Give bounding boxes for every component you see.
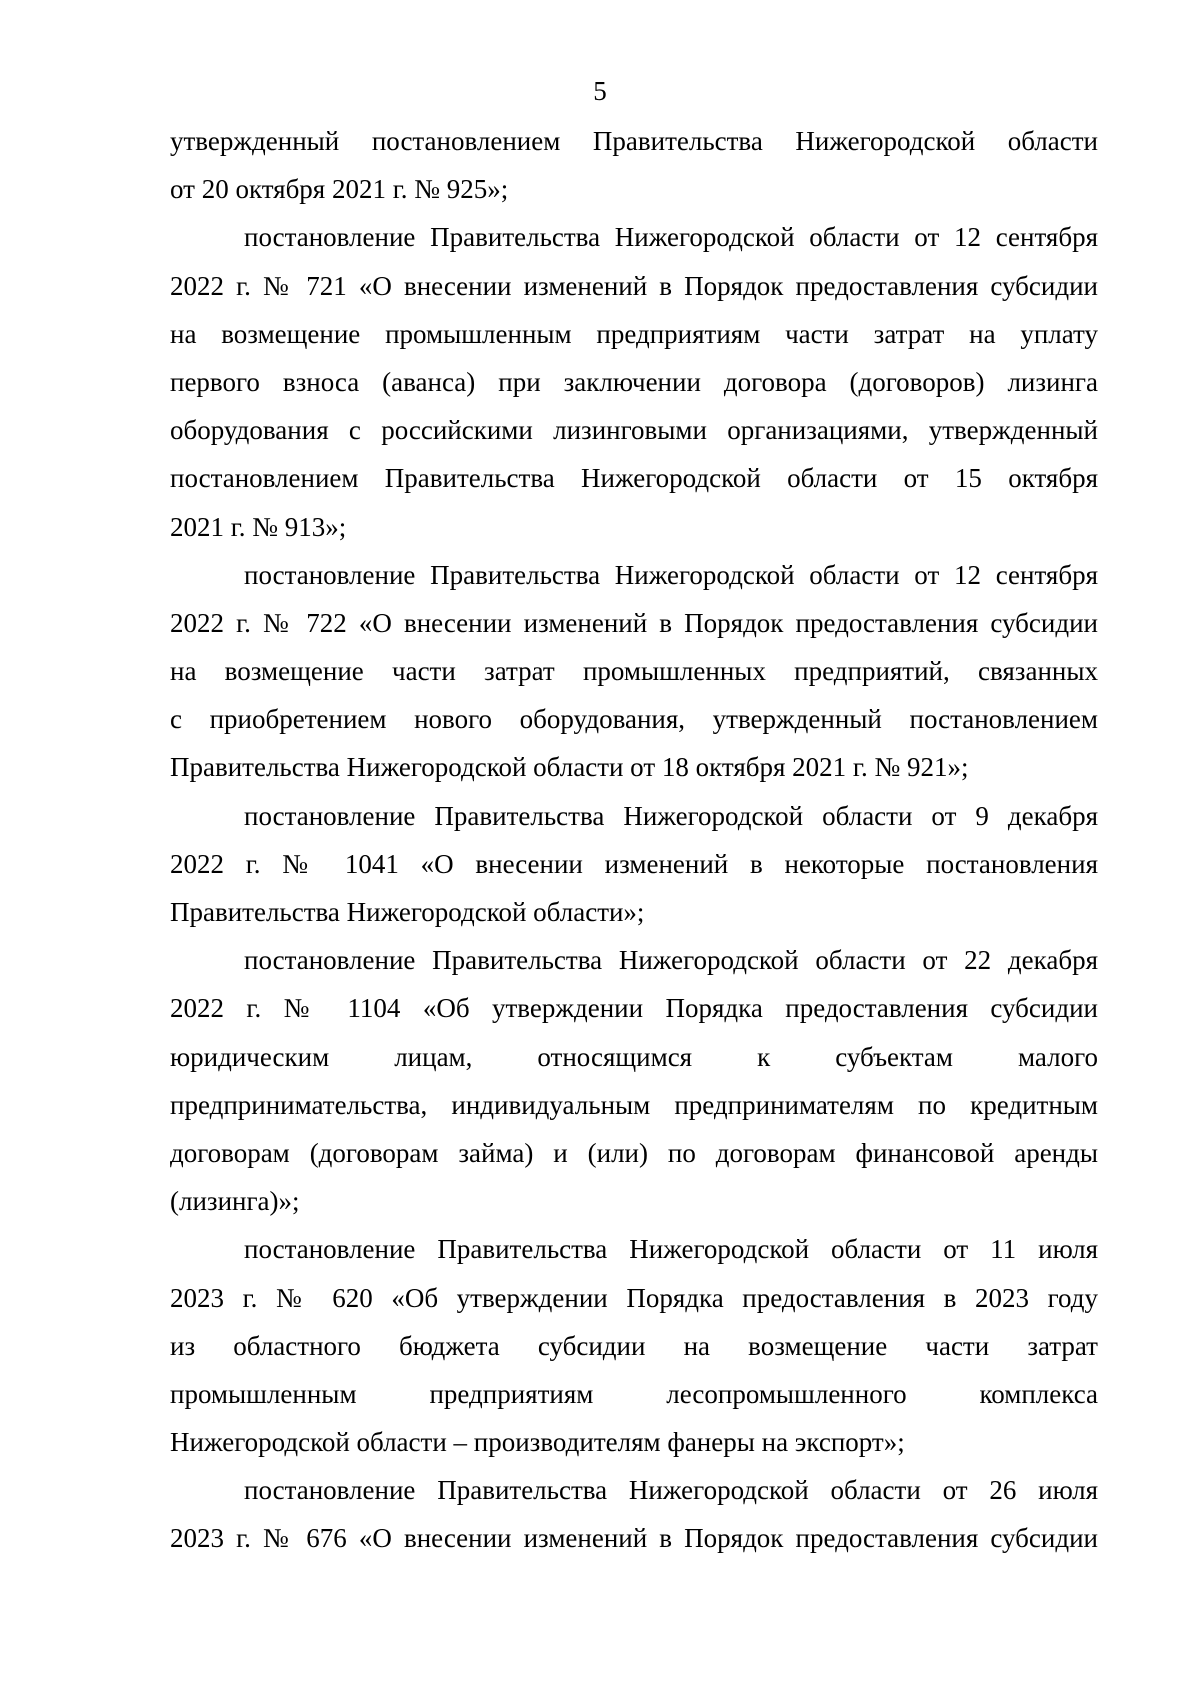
text-line: с приобретением нового оборудования, утвержденный постановлением — [170, 704, 1098, 735]
text-line: юридическим лицам, относящимся к субъектам малого — [170, 1041, 1098, 1072]
text-line: 2022 г. № 721 «О внесении изменений в Порядок предоставления субсидии — [170, 270, 1098, 301]
text-line: утвержденный постановлением Правительства Нижегородской области — [170, 126, 1098, 156]
text-line: постановление Правительства Нижегородской области от 26 июля — [244, 1475, 1098, 1506]
text-line: первого взноса (аванса) при заключении договора (договоров) лизинга — [170, 366, 1098, 397]
text-line: на возмещение промышленным предприятиям части затрат на уплату — [170, 318, 1098, 349]
text-line: 2022 г. № 1104 «Об утверждении Порядка предоставления субсидии — [170, 993, 1098, 1024]
text-line: от 20 октября 2021 г. № 925»; — [170, 174, 509, 205]
text-line: Правительства Нижегородской области от 18 октября 2021 г. № 921»; — [170, 752, 969, 783]
page-number: 5 — [593, 76, 607, 106]
text-line: на возмещение части затрат промышленных предприятий, связанных — [170, 656, 1098, 687]
text-line: 2023 г. № 676 «О внесении изменений в Порядок предоставления субсидии — [170, 1523, 1098, 1554]
text-line: из областного бюджета субсидии на возмещение части затрат — [170, 1330, 1098, 1361]
text-line: постановление Правительства Нижегородской области от 12 сентября — [244, 222, 1098, 253]
text-line: предпринимательства, индивидуальным предпринимателям по кредитным — [170, 1089, 1098, 1120]
text-line: промышленным предприятиям лесопромышленного комплекса — [170, 1378, 1098, 1409]
text-line: 2021 г. № 913»; — [170, 511, 347, 542]
text-line: (лизинга)»; — [170, 1186, 300, 1217]
text-line: оборудования с российскими лизинговыми организациями, утвержденный — [170, 415, 1098, 446]
text-line: постановление Правительства Нижегородской области от 22 декабря — [244, 945, 1098, 976]
document-body — [170, 126, 1098, 1572]
text-line: Правительства Нижегородской области»; — [170, 897, 645, 927]
text-line: постановление Правительства Нижегородской области от 12 сентября — [244, 559, 1098, 590]
text-line: Нижегородской области – производителям фанеры на экспорт»; — [170, 1427, 905, 1458]
text-line: 2023 г. № 620 «Об утверждении Порядка предоставления в 2023 году — [170, 1282, 1098, 1313]
text-line: 2022 г. № 1041 «О внесении изменений в некоторые постановления — [170, 848, 1098, 879]
text-line: 2022 г. № 722 «О внесении изменений в Порядок предоставления субсидии — [170, 607, 1098, 638]
text-line: договорам (договорам займа) и (или) по договорам финансовой аренды — [170, 1137, 1098, 1168]
text-line: постановлением Правительства Нижегородской области от 15 октября — [170, 463, 1098, 494]
text-line: постановление Правительства Нижегородской области от 11 июля — [244, 1234, 1098, 1265]
text-line: постановление Правительства Нижегородской области от 9 декабря — [244, 800, 1098, 831]
